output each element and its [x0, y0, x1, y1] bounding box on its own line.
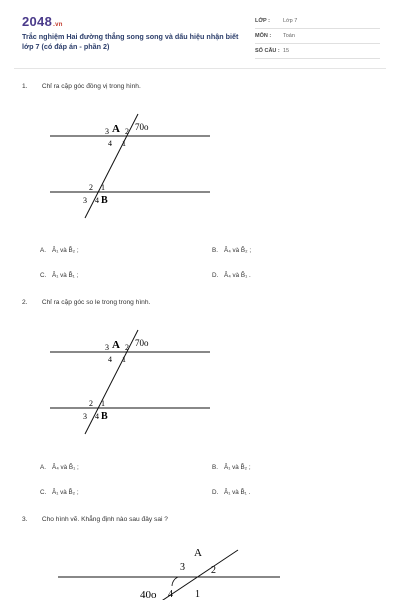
svg-text:1: 1 — [195, 589, 200, 600]
meta-key: LỚP : — [255, 18, 270, 24]
question-1 — [22, 83, 141, 90]
question-number: 2. — [22, 299, 28, 306]
svg-text:4: 4 — [108, 355, 112, 364]
svg-text:4: 4 — [95, 196, 99, 205]
question-text: Cho hình vẽ. Khẳng định nào sau đây sai ? — [41, 516, 168, 523]
svg-text:2: 2 — [211, 565, 216, 576]
svg-text:4: 4 — [168, 589, 173, 600]
option-a[interactable] — [40, 464, 79, 471]
option-b[interactable] — [212, 464, 251, 471]
logo-suffix: .vn — [53, 22, 63, 28]
svg-text:A: A — [194, 547, 202, 559]
svg-text:1: 1 — [122, 355, 126, 364]
question-number: 1. — [22, 83, 28, 90]
svg-text:3: 3 — [105, 127, 109, 136]
header-divider — [14, 68, 386, 69]
svg-text:A: A — [112, 339, 120, 351]
logo-text: 2048 — [22, 14, 53, 29]
meta-value: 15 — [283, 48, 290, 54]
option-d[interactable] — [212, 272, 251, 279]
svg-text:3: 3 — [105, 343, 109, 352]
svg-text:1: 1 — [122, 139, 126, 148]
option-b[interactable] — [212, 247, 251, 254]
svg-text:40o: 40o — [140, 589, 157, 600]
option-d[interactable] — [212, 489, 250, 496]
svg-text:1: 1 — [101, 183, 105, 192]
parallel-lines-figure-2 — [45, 328, 215, 436]
option-letter: C. — [40, 272, 47, 279]
meta-row-count — [255, 44, 380, 59]
option-c[interactable] — [40, 489, 79, 496]
svg-text:4: 4 — [108, 139, 112, 148]
meta-key: SỐ CÂU : — [255, 48, 280, 54]
meta-row-subject — [255, 29, 380, 44]
meta-row-grade — [255, 14, 380, 29]
meta-key: MÔN : — [255, 33, 272, 39]
option-letter: D. — [212, 272, 219, 279]
svg-text:A: A — [112, 123, 120, 135]
site-logo[interactable] — [22, 14, 63, 29]
svg-text:B: B — [101, 195, 108, 206]
option-text: Â₁ và B̂₂ ; — [52, 489, 79, 496]
option-letter: D. — [212, 489, 219, 496]
meta-value: Toán — [283, 33, 295, 39]
option-text: Â₄ và B̂₂ ; — [224, 247, 252, 254]
option-text: Â₁ và B̂₁ ; — [52, 272, 79, 279]
question-text: Chỉ ra cặp góc đồng vị trong hình. — [41, 83, 141, 90]
svg-text:3: 3 — [83, 196, 87, 205]
svg-text:2: 2 — [89, 399, 93, 408]
intersecting-lines-figure-3 — [50, 540, 290, 600]
svg-text:2: 2 — [125, 343, 129, 352]
meta-value: Lớp 7 — [283, 18, 298, 24]
svg-text:B: B — [101, 411, 108, 422]
document-title: Trắc nghiệm Hai đường thẳng song song và dấu hiệu nhận biết lớp 7 (có đáp án - phần 2) — [22, 32, 239, 51]
option-c[interactable] — [40, 272, 78, 279]
option-letter: A. — [40, 464, 46, 471]
option-text: Â₁ và B̂₁ . — [224, 489, 251, 496]
svg-text:70o: 70o — [135, 122, 149, 132]
svg-text:70o: 70o — [135, 338, 149, 348]
svg-text:2: 2 — [89, 183, 93, 192]
svg-text:2: 2 — [125, 127, 129, 136]
option-text: Â₁ và B̂₂ ; — [224, 464, 251, 471]
option-text: Â₄ và B̂₁ . — [224, 272, 251, 279]
option-letter: A. — [40, 247, 46, 254]
option-letter: B. — [212, 464, 218, 471]
meta-info — [255, 14, 380, 59]
svg-text:3: 3 — [180, 562, 185, 573]
question-text: Chỉ ra cặp góc so le trong trong hình. — [41, 299, 151, 306]
question-2 — [22, 299, 150, 306]
question-3 — [22, 516, 168, 523]
option-text: Â₄ và B̂₁ ; — [52, 464, 79, 471]
option-text: Â₁ và B̂₂ ; — [52, 247, 79, 254]
option-letter: B. — [212, 247, 218, 254]
svg-text:4: 4 — [95, 412, 99, 421]
svg-text:1: 1 — [101, 399, 105, 408]
question-number: 3. — [22, 516, 28, 523]
option-letter: C. — [40, 489, 47, 496]
svg-text:3: 3 — [83, 412, 87, 421]
option-a[interactable] — [40, 247, 79, 254]
parallel-lines-figure-1 — [45, 112, 215, 220]
